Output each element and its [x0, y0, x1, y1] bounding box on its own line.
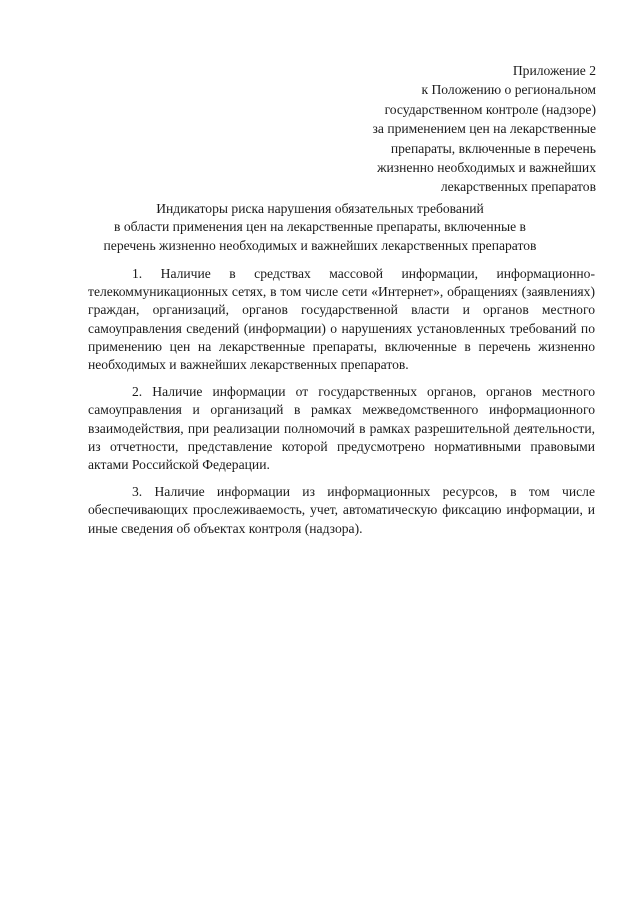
appendix-line: за применением цен на лекарственные [372, 121, 596, 137]
title-line: в области применения цен на лекарственные препараты, включенные в [114, 219, 526, 235]
document-body [88, 265, 595, 547]
paragraph-2: 2. Наличие информации от государственных органов, органов местного самоуправления и организаций в рамках межведомственного информационного взаимодействия, при реализации полномочий в рамках разрешительной деятельности, из отчетности, представление которой предусмотрено нормативными правовыми актами Российской Федерации. [88, 384, 595, 473]
appendix-line: лекарственных препаратов [440, 179, 596, 195]
appendix-line: государственном контроле (надзоре) [384, 101, 596, 117]
appendix-line: препараты, включенные в перечень [390, 140, 596, 156]
paragraph-1: 1. Наличие в средствах массовой информации, информационно-телекоммуникационных сетях, в том числе сети «Интернет», обращениях (заявлениях) граждан, организаций, органов государственной власти и органов местного самоуправления сведений (информации) о нарушениях установленных требований по применению цен на лекарственные препараты, включенные в перечень жизненно необходимых и важнейших лекарственных препаратов. [88, 266, 595, 373]
appendix-line: Приложение 2 [512, 63, 596, 78]
appendix-line: жизненно необходимых и важнейших [377, 160, 596, 176]
appendix-line: к Положению о региональном [421, 82, 596, 98]
title-line: перечень жизненно необходимых и важнейших лекарственных препаратов [103, 237, 537, 253]
title-line: Индикаторы риска нарушения обязательных требований [156, 201, 484, 216]
appendix-header [296, 61, 596, 197]
document-title [60, 200, 580, 255]
paragraph-3: 3. Наличие информации из информационных ресурсов, в том числе обеспечивающих прослеживаемость, учет, автоматическую фиксацию информации, и иные сведения об объектах контроля (надзора). [88, 484, 595, 536]
